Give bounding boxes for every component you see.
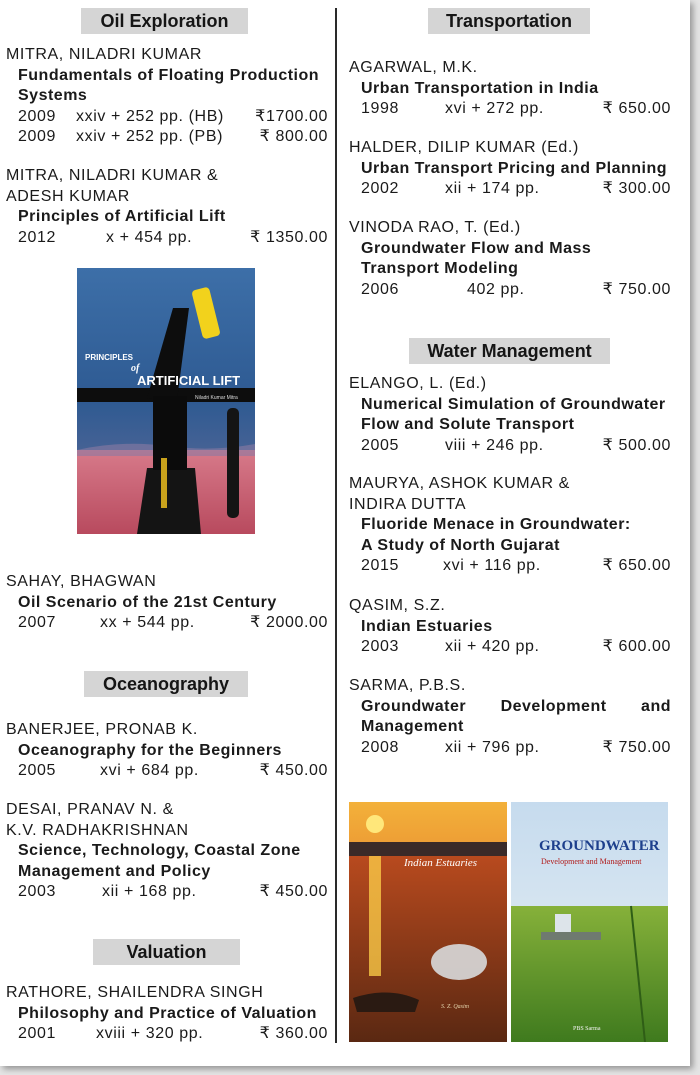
book-title: Management	[361, 718, 464, 735]
book-author: HALDER, DILIP KUMAR (Ed.)	[349, 139, 579, 156]
book-edition	[349, 637, 671, 658]
book-entry-floating-production	[6, 45, 328, 148]
book-price: ₹ 600.00	[602, 638, 671, 655]
book-title: Fluoride Menace in Groundwater:	[361, 516, 631, 533]
book-entry-groundwater-flow	[349, 218, 671, 300]
book-pages: xvi + 116 pp.	[443, 557, 541, 574]
book-title: Philosophy and Practice of Valuation	[18, 1004, 317, 1022]
book-year: 2009	[18, 107, 56, 125]
book-pages: xxiv + 252 pp. (PB)	[76, 128, 224, 145]
cover-groundwater-subtitle: Development and Management	[541, 857, 642, 866]
book-title: Groundwater Development and	[361, 697, 671, 715]
book-entry-urban-transportation	[349, 58, 671, 120]
section-heading-water-management: Water Management	[409, 338, 610, 364]
book-pages: xviii + 320 pp.	[96, 1025, 204, 1042]
book-title: A Study of North Gujarat	[361, 536, 560, 554]
cover-lift-line-1: PRINCIPLES	[85, 353, 134, 362]
book-author: AGARWAL, M.K.	[349, 59, 478, 76]
book-price: ₹ 650.00	[602, 557, 671, 574]
book-year: 2005	[18, 762, 56, 779]
book-pages: xvi + 684 pp.	[100, 762, 199, 779]
book-price: ₹ 750.00	[602, 738, 671, 756]
book-author: ADESH KUMAR	[6, 187, 130, 205]
book-price: ₹ 1350.00	[250, 228, 328, 246]
book-author: VINODA RAO, T. (Ed.)	[349, 219, 521, 236]
book-entry-oceanography-beginners	[6, 720, 328, 782]
book-title: Oceanography for the Beginners	[18, 741, 282, 759]
book-title: Science, Technology, Coastal Zone	[18, 842, 301, 859]
cover-lift-line-3: ARTIFICIAL LIFT	[137, 373, 241, 388]
book-price: ₹ 2000.00	[250, 614, 328, 631]
book-edition	[6, 882, 328, 903]
book-pages: xvi + 272 pp.	[445, 100, 544, 117]
book-price: ₹ 300.00	[602, 180, 671, 197]
section-heading-transportation: Transportation	[428, 8, 590, 34]
book-entry-valuation	[6, 983, 328, 1045]
book-edition	[6, 228, 328, 249]
book-year: 2005	[361, 436, 399, 454]
book-entry-coastal-zone	[6, 800, 328, 903]
cover-artificial-lift-image	[77, 268, 255, 534]
cover-estuaries-author: S. Z. Qasim	[441, 1004, 470, 1010]
column-divider	[335, 8, 337, 1043]
book-title: Flow and Solute Transport	[361, 416, 575, 433]
book-title: Transport Modeling	[361, 260, 519, 277]
book-year: 2009	[18, 128, 56, 145]
book-year: 2007	[18, 614, 56, 631]
book-author: MAURYA, ASHOK KUMAR &	[349, 475, 570, 492]
book-pages: xii + 168 pp.	[102, 883, 197, 900]
book-title: Principles of Artificial Lift	[18, 208, 226, 225]
book-author: K.V. RADHAKRISHNAN	[6, 821, 189, 839]
book-title: Groundwater Flow and Mass	[361, 239, 592, 257]
book-title: Indian Estuaries	[361, 617, 493, 635]
cover-groundwater	[511, 802, 668, 1042]
cover-groundwater-image	[511, 802, 668, 1042]
book-edition	[349, 738, 671, 759]
book-pages: xii + 796 pp.	[445, 738, 540, 756]
section-heading-valuation: Valuation	[93, 939, 240, 965]
book-edition	[6, 613, 328, 634]
book-author: MITRA, NILADRI KUMAR	[6, 46, 203, 63]
book-author: SAHAY, BHAGWAN	[6, 573, 157, 590]
book-year: 2003	[18, 883, 56, 900]
section-heading-oil-exploration: Oil Exploration	[81, 8, 248, 34]
cover-groundwater-title: GROUNDWATER	[539, 838, 660, 854]
book-pages: viii + 246 pp.	[445, 436, 544, 454]
book-entry-artificial-lift	[6, 166, 328, 248]
book-year: 2012	[18, 228, 56, 246]
book-edition	[349, 280, 671, 301]
cover-lift-author: Niladri Kumar Mitra	[195, 395, 238, 401]
book-price: ₹1700.00	[255, 107, 328, 125]
book-edition	[349, 179, 671, 200]
book-year: 2015	[361, 557, 399, 574]
book-author: MITRA, NILADRI KUMAR &	[6, 167, 219, 184]
book-author: RATHORE, SHAILENDRA SINGH	[6, 984, 264, 1001]
book-price: ₹ 750.00	[602, 280, 671, 298]
book-price: ₹ 450.00	[259, 762, 328, 779]
cover-groundwater-author: PBS Sarma	[573, 1026, 601, 1032]
book-price: ₹ 500.00	[602, 436, 671, 454]
cover-estuaries-title: Indian Estuaries	[404, 857, 478, 869]
section-heading-oceanography: Oceanography	[84, 671, 248, 697]
book-edition	[349, 436, 671, 457]
book-author: SARMA, P.B.S.	[349, 677, 466, 694]
book-edition	[6, 1024, 328, 1045]
book-year: 2001	[18, 1025, 56, 1042]
book-title: Urban Transport Pricing and Planning	[361, 159, 668, 177]
book-year: 2006	[361, 280, 399, 298]
book-edition-pb	[6, 127, 328, 148]
book-author: ELANGO, L. (Ed.)	[349, 375, 487, 392]
book-year: 2003	[361, 638, 399, 655]
book-year: 1998	[361, 100, 399, 117]
book-pages: xx + 544 pp.	[100, 614, 195, 631]
book-year: 2008	[361, 738, 399, 756]
book-edition	[6, 761, 328, 782]
cover-indian-estuaries-image	[349, 802, 507, 1042]
book-edition-hb	[6, 107, 328, 128]
book-entry-transport-pricing	[349, 138, 671, 200]
book-entry-numerical-simulation	[349, 374, 671, 456]
cover-artificial-lift	[77, 268, 255, 534]
book-year: 2002	[361, 180, 399, 197]
book-entry-fluoride-menace	[349, 474, 671, 577]
book-edition	[349, 556, 671, 577]
book-title: Management and Policy	[18, 862, 211, 880]
book-author: DESAI, PRANAV N. &	[6, 801, 174, 818]
book-author: BANERJEE, PRONAB K.	[6, 721, 198, 738]
book-pages: xii + 420 pp.	[445, 638, 540, 655]
book-author: QASIM, S.Z.	[349, 597, 446, 614]
book-entry-indian-estuaries	[349, 596, 671, 658]
book-pages: xii + 174 pp.	[445, 180, 540, 197]
book-price: ₹ 360.00	[259, 1025, 328, 1042]
book-price: ₹ 450.00	[259, 883, 328, 900]
book-edition	[349, 99, 671, 120]
book-entry-groundwater-development	[349, 676, 671, 758]
book-pages: 402 pp.	[467, 280, 525, 298]
cover-indian-estuaries	[349, 802, 507, 1042]
book-pages: x + 454 pp.	[106, 228, 193, 246]
book-title: Oil Scenario of the 21st Century	[18, 593, 277, 611]
book-pages: xxiv + 252 pp. (HB)	[76, 107, 224, 125]
cover-lift-line-2: of	[131, 363, 140, 374]
book-title: Fundamentals of Floating Production Systems	[18, 66, 320, 104]
book-title: Urban Transportation in India	[361, 79, 599, 97]
book-entry-oil-scenario	[6, 572, 328, 634]
book-author: INDIRA DUTTA	[349, 495, 467, 513]
book-title: Numerical Simulation of Groundwater	[361, 395, 666, 413]
book-price: ₹ 800.00	[259, 128, 328, 145]
book-price: ₹ 650.00	[602, 100, 671, 117]
